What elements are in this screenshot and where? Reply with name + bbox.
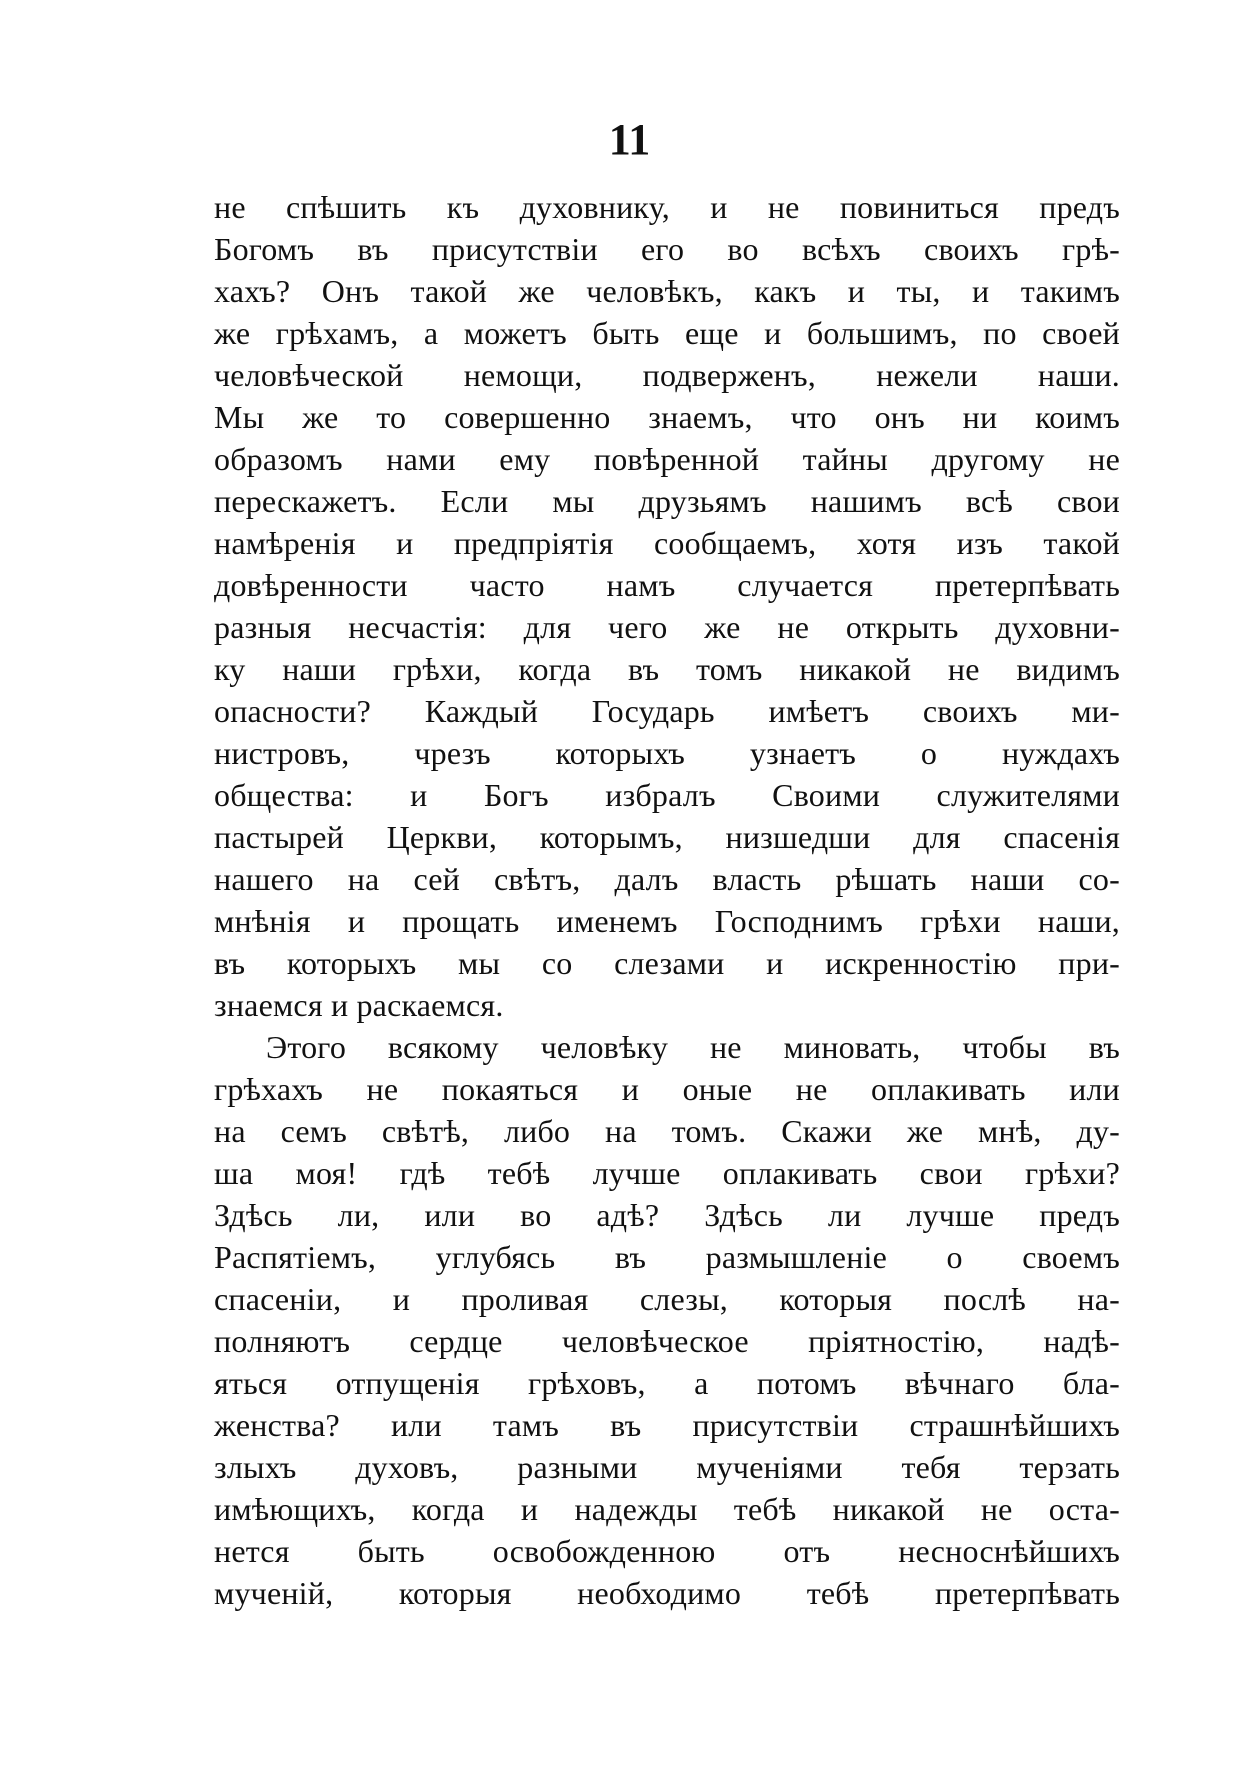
text-line: же грѣхамъ, а можетъ быть еще и большимъ, по своей — [214, 315, 1120, 351]
text-line: нется быть освобожденною отъ несноснѣйшихъ — [214, 1533, 1120, 1569]
text-line: Богомъ въ присутствіи его во всѣхъ своихъ грѣ- — [214, 231, 1120, 267]
text-line: пастырей Церкви, которымъ, низшедши для спасенія — [214, 819, 1120, 855]
text-line: разныя несчастія: для чего же не открыть духовни- — [214, 609, 1120, 645]
text-line: нашего на сей свѣтъ, далъ власть рѣшать наши со- — [214, 861, 1120, 897]
text-line: мнѣнія и прощать именемъ Господнимъ грѣхи наши, — [214, 903, 1120, 939]
text-line: образомъ нами ему повѣренной тайны другому не — [214, 441, 1120, 477]
text-line: яться отпущенія грѣховъ, а потомъ вѣчнаго бла- — [214, 1365, 1120, 1401]
text-line: опасности? Каждый Государь имѣетъ своихъ ми- — [214, 693, 1120, 729]
body-text — [214, 186, 1120, 1614]
text-line: ку наши грѣхи, когда въ томъ никакой не видимъ — [214, 651, 1120, 687]
text-line: человѣческой немощи, подверженъ, нежели наши. — [214, 357, 1120, 393]
text-line: Распятіемъ, углубясь въ размышленіе о своемъ — [214, 1239, 1120, 1275]
text-line: не спѣшить къ духовнику, и не повиниться предъ — [214, 189, 1120, 225]
text-line: злыхъ духовъ, разными мученіями тебя терзать — [214, 1449, 1120, 1485]
text-line: имѣющихъ, когда и надежды тебѣ никакой не оста- — [214, 1491, 1120, 1527]
text-line: Мы же то совершенно знаемъ, что онъ ни коимъ — [214, 399, 1120, 435]
text-line: въ которыхъ мы со слезами и искренностію при- — [214, 945, 1120, 981]
text-line: мученій, которыя необходимо тебѣ претерпѣвать — [214, 1575, 1120, 1611]
text-line: полняютъ сердце человѣческое пріятностію, надѣ- — [214, 1323, 1120, 1359]
text-line: знаемся и раскаемся. — [214, 987, 504, 1023]
text-line: Здѣсь ли, или во адѣ? Здѣсь ли лучше предъ — [214, 1197, 1120, 1233]
text-line: намѣренія и предпріятія сообщаемъ, хотя изъ такой — [214, 525, 1120, 561]
text-line: общества: и Богъ избралъ Своими служителями — [214, 777, 1120, 813]
text-line: ша моя! гдѣ тебѣ лучше оплакивать свои грѣхи? — [214, 1155, 1120, 1191]
text-line: нистровъ, чрезъ которыхъ узнаетъ о нуждахъ — [214, 735, 1120, 771]
page-number: 11 — [608, 115, 651, 164]
text-line: перескажетъ. Если мы друзьямъ нашимъ всѣ свои — [214, 483, 1120, 519]
text-line: на семъ свѣтѣ, либо на томъ. Скажи же мнѣ, ду- — [214, 1113, 1120, 1149]
text-line: довѣренности часто намъ случается претерпѣвать — [214, 567, 1120, 603]
text-line: хахъ? Онъ такой же человѣкъ, какъ и ты, и такимъ — [214, 273, 1120, 309]
text-line: спасеніи, и проливая слезы, которыя послѣ на- — [214, 1281, 1120, 1317]
text-line: грѣхахъ не покаяться и оные не оплакивать или — [214, 1071, 1120, 1107]
text-line: Этого всякому человѣку не миновать, чтобы въ — [266, 1029, 1120, 1065]
text-line: женства? или тамъ въ присутствіи страшнѣйшихъ — [214, 1407, 1120, 1443]
